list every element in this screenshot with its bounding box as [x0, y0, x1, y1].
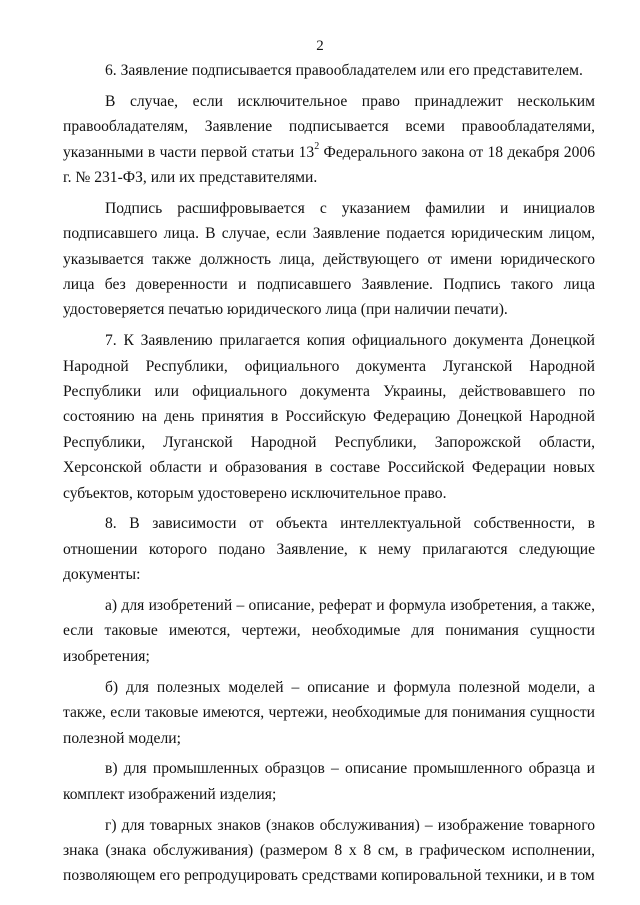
paragraph-7: 7. К Заявлению прилагается копия официального документа Донецкой Народной Республики, официального документа Луганской Народной Республики или официального документа Украины, действовавшего по состоянию на день принятия в Российскую Федерацию Донецкой Народной Республики, Луганской Народной Республики, Запорожской области, Херсонской области и образования в составе Российской Федерации новых субъектов, которым удостоверено исключительное право.: [63, 332, 595, 502]
paragraph-6-signature: Подпись расшифровывается с указанием фамилии и инициалов подписавшего лица. В случае, если Заявление подается юридическим лицом, указывается также должность лица, действующего от имени юридического лица без доверенности и подписавшего Заявление. Подпись такого лица удостоверяется печатью юридического лица (при наличии печати).: [63, 199, 595, 319]
page-number: 2: [316, 38, 324, 54]
paragraph-6: 6. Заявление подписывается правообладателем или его представителем.: [105, 62, 583, 79]
paragraph-text-after: Федерального закона от 18 декабря 2006 г. № 231-ФЗ, или их представителями.: [63, 143, 595, 187]
paragraph-8: 8. В зависимости от объекта интеллектуальной собственности, в отношении которого подано Заявление, к нему прилагаются следующие документы:: [63, 515, 595, 584]
article-superscript: 2: [314, 141, 320, 153]
paragraph-8-item-b: б) для полезных моделей – описание и формула полезной модели, а также, если таковые имеются, чертежи, необходимые для понимания сущности полезной модели;: [63, 678, 595, 747]
paragraph-8-item-g: г) для товарных знаков (знаков обслуживания) – изображение товарного знака (знака обслуживания) (размером 8 х 8 см, в графическом исполнении, позволяющем его репродуцировать средствами копировальной техники, и в том: [63, 816, 595, 885]
paragraph-text-before: В случае, если исключительное право принадлежит нескольким правообладателям, Заявление подписывается всеми правообладателями, указанными в части первой статьи 13: [63, 92, 595, 161]
document-body: [63, 58, 595, 889]
paragraph-8-item-a: а) для изобретений – описание, реферат и формула изобретения, а также, если таковые имеются, чертежи, необходимые для понимания сущности изобретения;: [63, 597, 595, 665]
paragraph-8-item-v: в) для промышленных образцов – описание промышленного образца и комплект изображений изделия;: [63, 760, 595, 803]
paragraph-6-joint-rightholders: [63, 89, 595, 191]
